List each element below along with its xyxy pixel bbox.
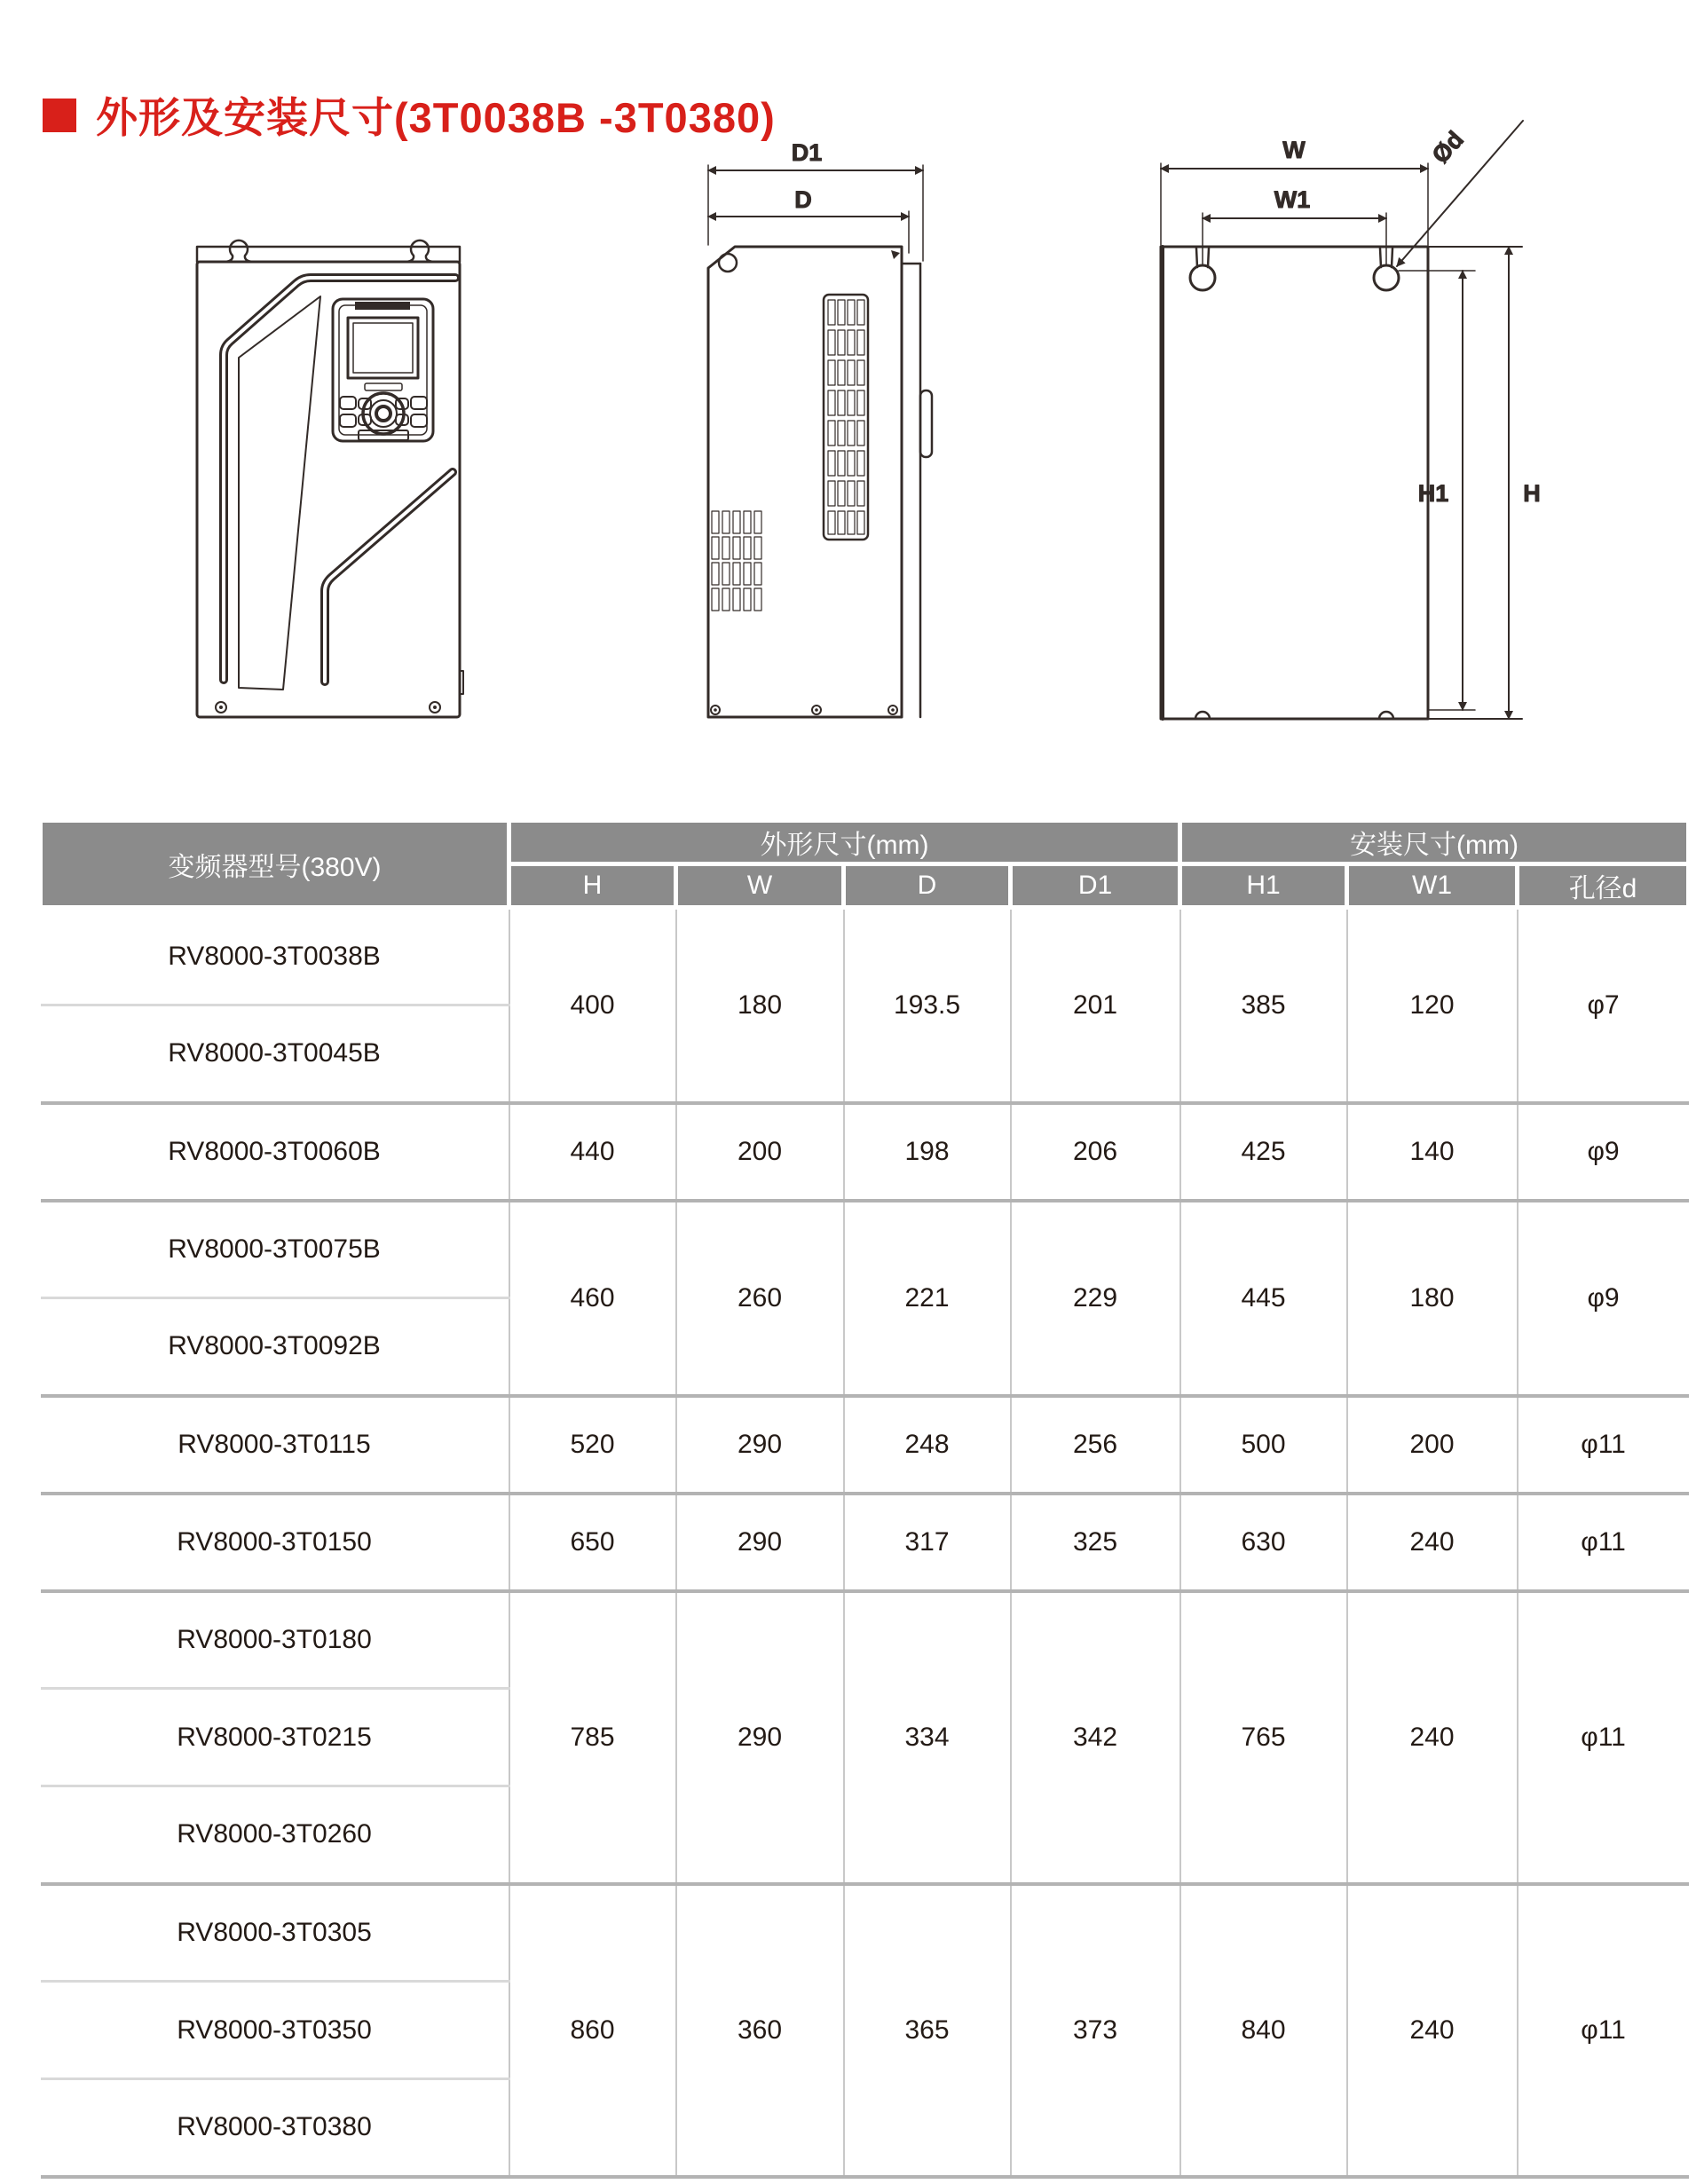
front-view-drawing <box>178 222 479 737</box>
table-row <box>41 1103 1689 1201</box>
value-cell-h: 785 <box>509 1591 676 1884</box>
value-cell-d1: 373 <box>1011 1884 1180 2177</box>
model-cell: RV8000-3T0038B <box>41 908 509 1005</box>
model-cell: RV8000-3T0150 <box>41 1494 509 1591</box>
value-cell-d: 198 <box>844 1103 1011 1201</box>
value-cell-w1: 200 <box>1347 1396 1518 1494</box>
model-cell: RV8000-3T0075B <box>41 1201 509 1298</box>
dim-label-d: D <box>794 186 812 213</box>
value-cell-w: 290 <box>676 1494 844 1591</box>
dimension-spec-table <box>38 818 1691 2179</box>
value-cell-h: 400 <box>509 908 676 1103</box>
rear-view-lineart <box>1161 121 1541 719</box>
model-cell: RV8000-3T0045B <box>41 1005 509 1103</box>
vent-grille-large <box>824 295 868 540</box>
value-cell-d1: 256 <box>1011 1396 1180 1494</box>
value-cell-h: 860 <box>509 1884 676 2177</box>
model-cell: RV8000-3T0380 <box>41 2079 509 2177</box>
header-model: 变频器型号(380V) <box>41 821 509 908</box>
value-cell-h1: 630 <box>1180 1494 1347 1591</box>
value-cell-d1: 206 <box>1011 1103 1180 1201</box>
value-cell-w1: 120 <box>1347 908 1518 1103</box>
value-cell-w1: 180 <box>1347 1201 1518 1396</box>
value-cell-h1: 445 <box>1180 1201 1347 1396</box>
table-row <box>41 1591 1689 1689</box>
value-cell-d1: 229 <box>1011 1201 1180 1396</box>
table-row <box>41 1396 1689 1494</box>
table-row <box>41 1201 1689 1298</box>
value-cell-hole: φ11 <box>1518 1494 1689 1591</box>
value-cell-d1: 201 <box>1011 908 1180 1103</box>
model-cell: RV8000-3T0180 <box>41 1591 509 1689</box>
model-cell: RV8000-3T0260 <box>41 1786 509 1884</box>
rear-view-drawing <box>1145 106 1562 737</box>
value-cell-hole: φ11 <box>1518 1884 1689 2177</box>
value-cell-h1: 385 <box>1180 908 1347 1103</box>
model-cell: RV8000-3T0092B <box>41 1298 509 1396</box>
header-d1: D1 <box>1011 864 1180 908</box>
value-cell-h: 440 <box>509 1103 676 1201</box>
header-hole-d: 孔径d <box>1518 864 1689 908</box>
value-cell-d: 248 <box>844 1396 1011 1494</box>
value-cell-w: 180 <box>676 908 844 1103</box>
value-cell-w: 290 <box>676 1396 844 1494</box>
side-view-drawing <box>657 133 950 737</box>
header-w1: W1 <box>1347 864 1518 908</box>
model-cell: RV8000-3T0215 <box>41 1689 509 1786</box>
header-group-mounting: 安装尺寸(mm) <box>1180 821 1689 864</box>
value-cell-hole: φ7 <box>1518 908 1689 1103</box>
page-title: 外形及安装尺寸(3T0038B -3T0380) <box>96 94 776 141</box>
value-cell-h: 460 <box>509 1201 676 1396</box>
header-d: D <box>844 864 1011 908</box>
dim-label-h: H <box>1523 480 1541 507</box>
value-cell-d: 221 <box>844 1201 1011 1396</box>
table-row <box>41 1494 1689 1591</box>
header-h1: H1 <box>1180 864 1347 908</box>
side-view-lineart <box>708 139 932 717</box>
value-cell-h1: 765 <box>1180 1591 1347 1884</box>
header-h: H <box>509 864 676 908</box>
model-cell: RV8000-3T0305 <box>41 1884 509 1982</box>
value-cell-hole: φ11 <box>1518 1396 1689 1494</box>
value-cell-d1: 325 <box>1011 1494 1180 1591</box>
value-cell-h1: 500 <box>1180 1396 1347 1494</box>
value-cell-w: 360 <box>676 1884 844 2177</box>
value-cell-hole: φ9 <box>1518 1201 1689 1396</box>
value-cell-hole: φ9 <box>1518 1103 1689 1201</box>
value-cell-d: 334 <box>844 1591 1011 1884</box>
section-marker-icon <box>43 99 76 132</box>
keypad-drawing <box>333 299 433 441</box>
table-row <box>41 1884 1689 1982</box>
front-view-lineart <box>197 240 463 717</box>
value-cell-d: 365 <box>844 1884 1011 2177</box>
dim-label-w: W <box>1282 137 1306 163</box>
value-cell-h1: 425 <box>1180 1103 1347 1201</box>
dim-label-phi-d: Ød <box>1426 126 1470 169</box>
header-w: W <box>676 864 844 908</box>
dim-label-w1: W1 <box>1274 186 1311 213</box>
model-cell: RV8000-3T0115 <box>41 1396 509 1494</box>
value-cell-hole: φ11 <box>1518 1591 1689 1884</box>
dim-label-h1: H1 <box>1417 480 1449 507</box>
value-cell-w: 290 <box>676 1591 844 1884</box>
value-cell-h: 650 <box>509 1494 676 1591</box>
value-cell-d1: 342 <box>1011 1591 1180 1884</box>
value-cell-w: 260 <box>676 1201 844 1396</box>
model-cell: RV8000-3T0060B <box>41 1103 509 1201</box>
model-cell: RV8000-3T0350 <box>41 1982 509 2079</box>
header-group-outline: 外形尺寸(mm) <box>509 821 1180 864</box>
value-cell-w: 200 <box>676 1103 844 1201</box>
dim-label-d1: D1 <box>791 139 823 166</box>
value-cell-w1: 140 <box>1347 1103 1518 1201</box>
value-cell-d: 193.5 <box>844 908 1011 1103</box>
value-cell-h1: 840 <box>1180 1884 1347 2177</box>
value-cell-h: 520 <box>509 1396 676 1494</box>
table-header <box>41 821 1689 908</box>
table-row <box>41 908 1689 1005</box>
value-cell-w1: 240 <box>1347 1494 1518 1591</box>
value-cell-w1: 240 <box>1347 1884 1518 2177</box>
value-cell-d: 317 <box>844 1494 1011 1591</box>
vent-grille-small <box>712 511 761 611</box>
value-cell-w1: 240 <box>1347 1591 1518 1884</box>
